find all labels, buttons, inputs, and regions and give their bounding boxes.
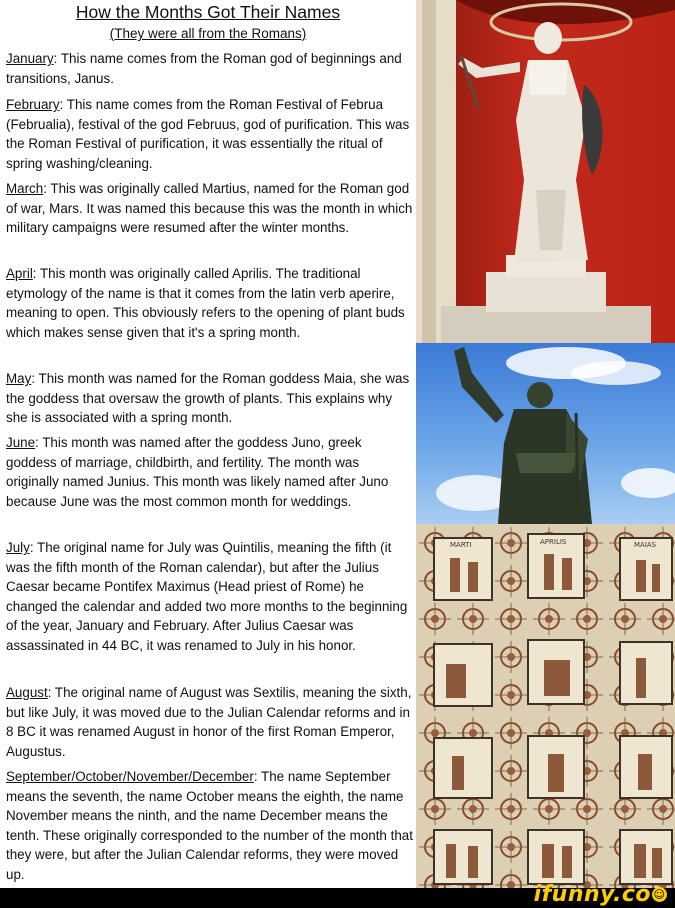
month-description: : This name comes from the Roman Festival of Februa (Februalia), festival of the god Februus, god of purification. This was the Roman Festival of purification, it was essentially the ritual of spring washing/cleaning. — [6, 97, 410, 171]
footer-bar — [0, 882, 675, 908]
ifunny-watermark — [534, 882, 667, 907]
month-entry-march — [6, 179, 414, 238]
month-description: : This month was originally called Aprilis. The traditional etymology of the name is that it comes from the latin verb aperire, meaning to open. This obviously refers to the opening of plant buds which makes sense given that it's a spring month. — [6, 266, 405, 340]
month-description: : The original name for July was Quintilis, meaning the fifth (it was the fifth month of the Roman calendar), but after the Julius Caesar became Pontifex Maximus (Head priest of Rome) he changed the calendar and added two more months to the beginning of the year, January and February. After Julius Caesar was assassinated in 44 BC, it was renamed to July in his honor. — [6, 540, 408, 653]
month-entry-january — [6, 49, 414, 88]
image-column — [416, 0, 675, 888]
emperor-statue-image — [416, 343, 675, 524]
month-entry-june — [6, 433, 414, 511]
month-entry-august — [6, 683, 414, 761]
month-description: : The name September means the seventh, the name October means the eighth, the name November means the ninth, and the name December means the tenth. These originally corresponded to the number of the month that they were, but after the Julian Calendar reforms, they were moved up. — [6, 769, 413, 882]
month-description: : This name comes from the Roman god of beginnings and transitions, Janus. — [6, 51, 402, 86]
month-description: : This was originally called Martius, named for the Roman god of war, Mars. It was named this because this was the month in which military campaigns were resumed after the winter months. — [6, 181, 413, 236]
month-description: : This month was named after the goddess Juno, greek goddess of marriage, childbirth, and fertility. The month was originally named Junius. This month was likely named after Juno because June was the most common month for weddings. — [6, 435, 389, 509]
goddess-statue-image — [416, 0, 675, 343]
month-description: : This month was named for the Roman goddess Maia, she was the goddess that oversaw the growth of plants. This explains why she is associated with a spring month. — [6, 371, 410, 426]
month-name: March — [6, 181, 44, 196]
month-name: July — [6, 540, 30, 555]
month-name: September/October/November/December — [6, 769, 254, 784]
month-entry-july — [6, 538, 414, 656]
month-name: January — [6, 51, 54, 66]
month-name: May — [6, 371, 32, 386]
month-name: April — [6, 266, 33, 281]
mosaic-label-may: MAIAS — [634, 541, 657, 549]
month-description: : The original name of August was Sextilis, meaning the sixth, but like July, it was moved due to the Julian Calendar reforms and in 8 BC it was renamed August in honor of the first Roman Emperor, Augustus. — [6, 685, 412, 759]
month-entry-february — [6, 95, 414, 173]
page-title: How the Months Got Their Names — [75, 2, 341, 22]
month-entry-may — [6, 369, 414, 428]
mosaic-label-march: MARTI — [450, 541, 472, 549]
brand-text: ifunny.co — [533, 882, 651, 907]
month-name: August — [6, 685, 48, 700]
calendar-mosaic-image — [416, 524, 675, 888]
smiley-icon: ☺ — [653, 888, 666, 901]
month-entry-september-december — [6, 767, 414, 885]
page-subtitle: (They were all from the Romans) — [109, 26, 307, 41]
month-name: February — [6, 97, 60, 112]
month-entry-april — [6, 264, 414, 342]
month-name: June — [6, 435, 36, 450]
mosaic-label-april: APRILIS — [540, 538, 567, 546]
